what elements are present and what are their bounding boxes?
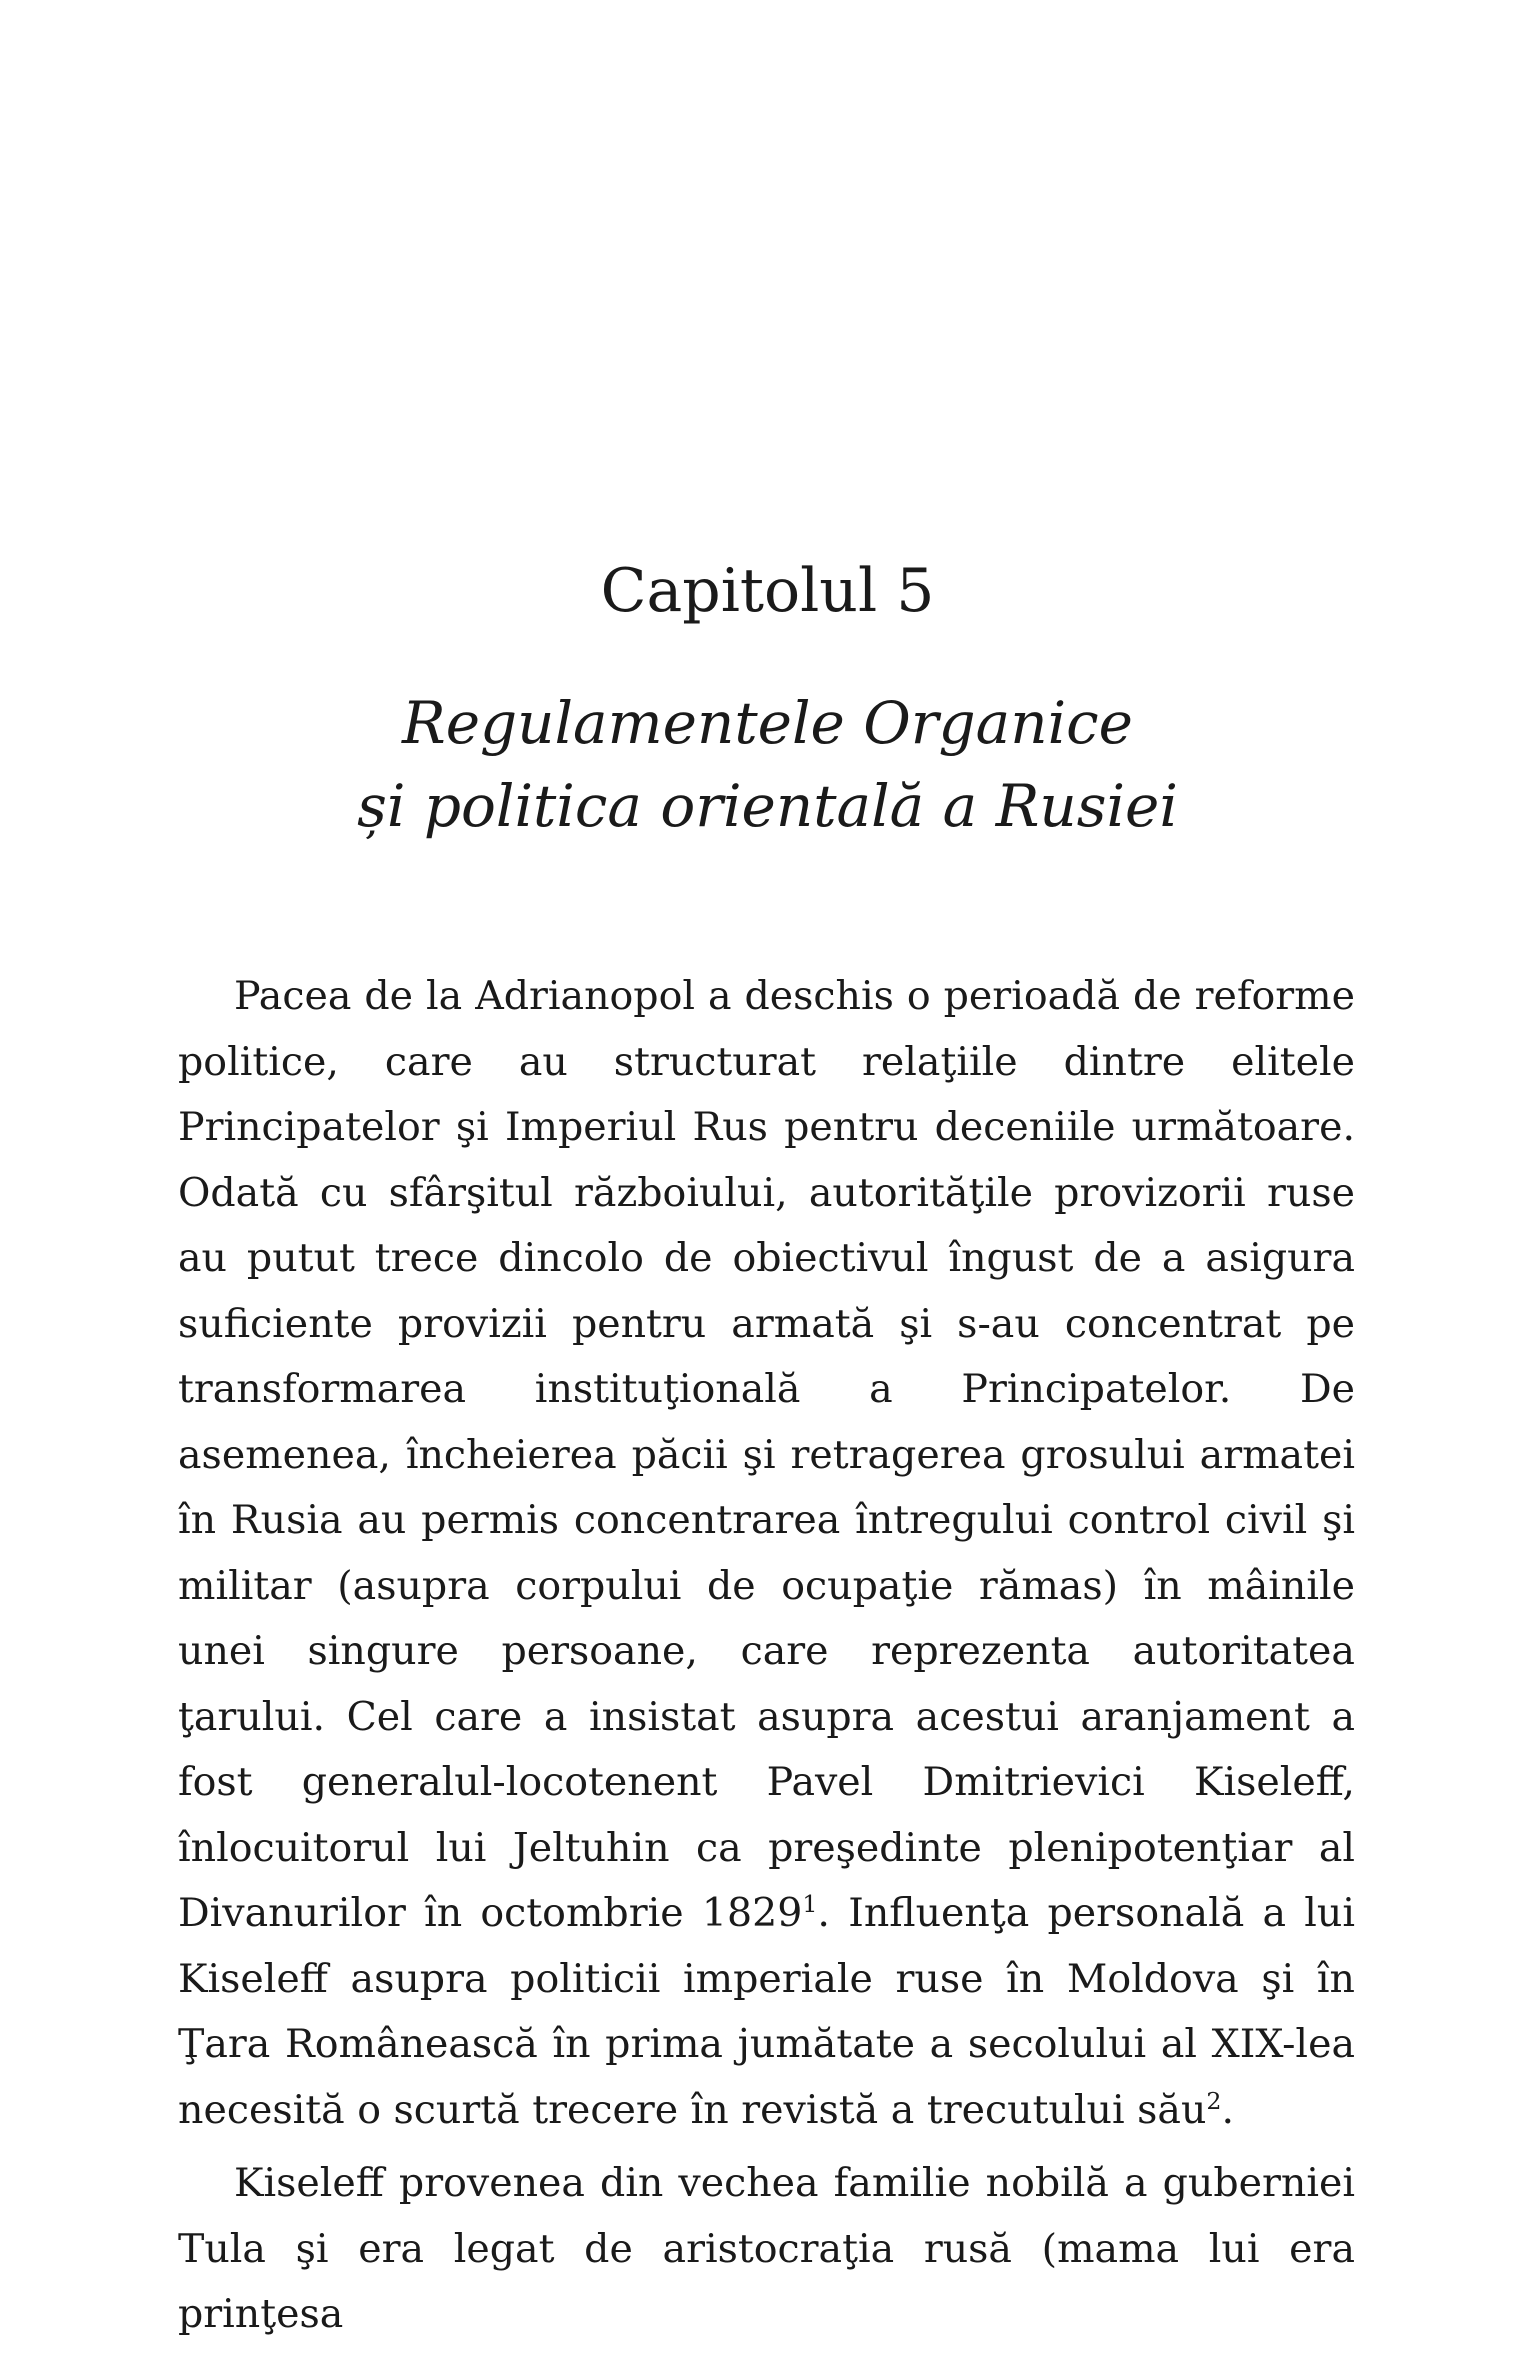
paragraph-2: Kiseleff provenea din vechea familie nobilă a guberniei Tula şi era legat de aristocraţia rusă (mama lui era prinţesa	[178, 2160, 1355, 2337]
chapter-title	[0, 682, 1535, 848]
footnote-ref-2[interactable]: 2	[1206, 2086, 1222, 2115]
paragraph-1	[178, 964, 1355, 2143]
footnote-ref-1[interactable]: 1	[802, 1889, 818, 1918]
paragraph-1-part-1: Pacea de la Adrianopol a deschis o perioadă de reforme politice, care au structurat relaţiile dintre elitele Principatelor şi Imperiul Rus pentru deceniile următoare. Odată cu sfârşitul războiului, autorităţile provizorii ruse au putut trece dincolo de obiectivul îngust de a asigura suficiente provizii pentru armată şi s-au concentrat pe transformarea instituţională a Principatelor. De asemenea, încheierea păcii şi retragerea grosului armatei în Rusia au permis concentrarea întregului control civil şi militar (asupra corpului de ocupaţie rămas) în mâinile unei singure persoane, care reprezenta autoritatea ţarului. Cel care a insistat asupra acestui aranjament a fost generalul-locotenent Pavel Dmitrievici Kiseleff, înlocuitorul lui Jeltuhin ca preşedinte plenipotenţiar al Divanurilor în octombrie 1829	[178, 973, 1355, 1936]
chapter-title-line-2: și politica orientală a Rusiei	[357, 772, 1178, 840]
chapter-title-line-1: Regulamentele Organice	[402, 689, 1133, 757]
paragraph-1-part-3: .	[1221, 2086, 1235, 2133]
chapter-label: Capitolul 5	[600, 556, 935, 626]
paragraph-1-part-2: . Influenţa personală a lui Kiseleff asupra politicii imperiale ruse în Moldova şi în Ţara Românească în prima jumătate a secolului al XIX-lea necesită o scurtă trecere în revistă a trecutului său	[178, 1890, 1355, 2133]
body-text	[178, 964, 1355, 2348]
